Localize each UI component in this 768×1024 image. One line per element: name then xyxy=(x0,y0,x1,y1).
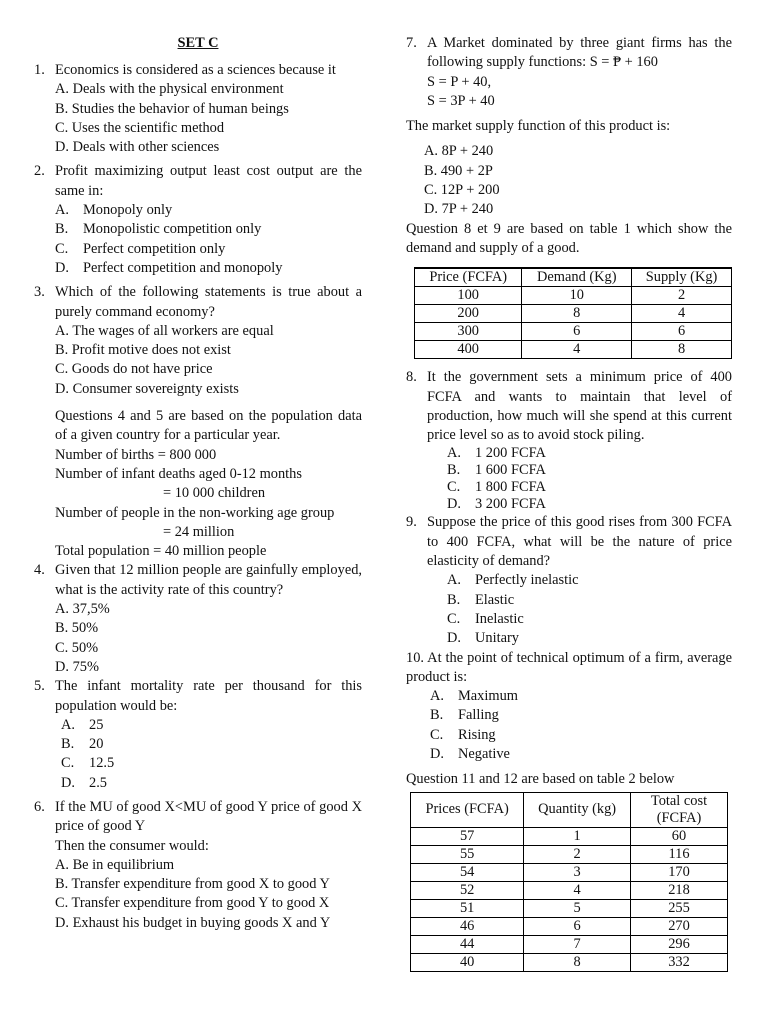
option-text: 1 800 FCFA xyxy=(475,479,546,496)
question-9-options xyxy=(427,571,732,648)
option-b xyxy=(55,735,362,754)
table-header-row xyxy=(411,792,728,827)
supply-function-3: S = 3P + 40 xyxy=(427,92,495,109)
question-text: If the MU of good X<MU of good Y price of good X price of good Y xyxy=(55,798,362,835)
option-letter: D. xyxy=(55,259,69,276)
question-text: 10. At the point of technical optimum of a firm, average product is: xyxy=(406,649,732,685)
question-number: 4. xyxy=(34,562,45,579)
option-d: D. 75% xyxy=(55,658,99,675)
supply-function-2: S = P + 40, xyxy=(427,73,492,90)
option-letter: D. xyxy=(61,774,75,791)
question-3 xyxy=(34,283,362,399)
table-row xyxy=(411,953,728,971)
table-cell: 170 xyxy=(631,863,728,881)
option-c xyxy=(55,240,362,259)
question-7-options xyxy=(406,142,732,219)
question-text: Suppose the price of this good rises from 300 FCFA to 400 FCFA, what will be the nature of price elasticity of demand? xyxy=(427,514,732,570)
option-text: 25 xyxy=(89,716,104,733)
table-cell: 54 xyxy=(411,863,524,881)
option-text: Monopolistic competition only xyxy=(83,221,262,238)
question-2 xyxy=(34,162,362,278)
question-number: 9. xyxy=(406,514,417,531)
question-number: 7. xyxy=(406,35,417,51)
table-header: Supply (Kg) xyxy=(632,268,732,287)
option-text: Perfectly inelastic xyxy=(475,572,579,589)
option-a xyxy=(55,716,362,735)
option-letter: C. xyxy=(430,726,444,743)
table-header: Quantity (kg) xyxy=(524,792,631,827)
question-number: 6. xyxy=(34,798,45,815)
option-c: C. 50% xyxy=(55,639,99,656)
table-row xyxy=(411,899,728,917)
table-cell: 8 xyxy=(522,305,632,323)
table-1-intro: Question 8 et 9 are based on table 1 which show the demand and supply of a good. xyxy=(406,220,732,256)
question-4 xyxy=(34,561,362,677)
question-text: Which of the following statements is true about a purely command economy? xyxy=(55,284,362,320)
option-letter: C. xyxy=(447,610,461,627)
option-letter: A. xyxy=(61,716,75,733)
table-2 xyxy=(410,792,728,972)
option-b xyxy=(55,220,362,239)
table-cell: 300 xyxy=(415,323,522,341)
table-row xyxy=(411,845,728,863)
option-letter: D. xyxy=(447,496,461,513)
table-cell: 4 xyxy=(632,305,732,323)
option-text: Maximum xyxy=(458,688,518,705)
non-working-line: Number of people in the non-working age group xyxy=(55,504,335,521)
table-cell: 55 xyxy=(411,845,524,863)
question-text: Profit maximizing output least cost output are the same in: xyxy=(55,163,362,199)
table-cell: 4 xyxy=(522,341,632,359)
question-8 xyxy=(406,368,732,513)
question-5 xyxy=(34,677,362,793)
option-d xyxy=(55,259,362,278)
option-letter: A. xyxy=(447,572,461,589)
table-row xyxy=(411,935,728,953)
table-row xyxy=(415,323,732,341)
table-cell: 6 xyxy=(524,917,631,935)
option-a xyxy=(447,445,732,462)
option-a xyxy=(447,571,732,590)
right-column xyxy=(406,34,732,972)
option-text: 20 xyxy=(89,736,104,753)
non-working-value: = 24 million xyxy=(163,523,235,540)
option-c xyxy=(447,610,732,629)
option-text: 1 600 FCFA xyxy=(475,462,546,479)
option-text: Perfect competition and monopoly xyxy=(83,259,283,276)
option-text: Negative xyxy=(458,746,510,763)
table-row xyxy=(411,863,728,881)
option-b: B. 490 + 2P xyxy=(424,162,493,179)
question-6 xyxy=(34,798,362,933)
table-cell: 1 xyxy=(524,827,631,845)
option-a: A. 8P + 240 xyxy=(424,143,494,160)
option-c: C. Transfer expenditure from good Y to good X xyxy=(55,895,330,912)
option-letter: A. xyxy=(447,445,461,462)
table-cell: 200 xyxy=(415,305,522,323)
infant-deaths-line: Number of infant deaths aged 0-12 months xyxy=(55,465,302,482)
table-cell: 10 xyxy=(522,287,632,305)
option-letter: B. xyxy=(55,221,69,238)
option-d xyxy=(447,496,732,513)
option-letter: B. xyxy=(447,462,461,479)
table-cell: 4 xyxy=(524,881,631,899)
option-b: B. Studies the behavior of human beings xyxy=(55,100,289,117)
question-number: 5. xyxy=(34,678,45,695)
option-d: D. 7P + 240 xyxy=(424,201,494,218)
table-header: Demand (Kg) xyxy=(522,268,632,287)
table-cell: 332 xyxy=(631,953,728,971)
question-number: 2. xyxy=(34,163,45,180)
question-9 xyxy=(406,513,732,648)
question-10-options xyxy=(406,687,732,764)
question-text: A Market dominated by three giant firms has the following supply functions: S = ₱ + 160 xyxy=(427,35,732,71)
option-letter: B. xyxy=(447,591,461,608)
option-d xyxy=(55,774,362,793)
option-letter: C. xyxy=(55,240,69,257)
question-7-stem: The market supply function of this product is: xyxy=(406,118,671,135)
option-d xyxy=(447,629,732,648)
option-d: D. Deals with other sciences xyxy=(55,139,220,156)
option-letter: B. xyxy=(61,736,75,753)
option-b xyxy=(447,591,732,610)
table-cell: 2 xyxy=(632,287,732,305)
table-cell: 116 xyxy=(631,845,728,863)
option-text: Inelastic xyxy=(475,610,524,627)
option-letter: D. xyxy=(430,746,444,763)
option-c: C. Goods do not have price xyxy=(55,361,213,378)
table-cell: 400 xyxy=(415,341,522,359)
option-text: 1 200 FCFA xyxy=(475,445,546,462)
table-row xyxy=(411,827,728,845)
question-number: 8. xyxy=(406,369,417,386)
table-row xyxy=(415,287,732,305)
table-1 xyxy=(414,267,732,359)
question-number: 1. xyxy=(34,62,45,78)
option-text: Monopoly only xyxy=(83,202,173,219)
table-cell: 60 xyxy=(631,827,728,845)
table-cell: 218 xyxy=(631,881,728,899)
infant-deaths-value: = 10 000 children xyxy=(163,485,266,502)
option-c: C. Uses the scientific method xyxy=(55,119,225,136)
question-stem: Then the consumer would: xyxy=(55,837,209,854)
option-a xyxy=(430,687,732,706)
table-cell: 8 xyxy=(524,953,631,971)
table-cell: 44 xyxy=(411,935,524,953)
option-d xyxy=(430,745,732,764)
option-text: 2.5 xyxy=(89,774,107,791)
table-cell: 2 xyxy=(524,845,631,863)
table-cell: 40 xyxy=(411,953,524,971)
option-c xyxy=(55,754,362,773)
option-letter: C. xyxy=(447,479,461,496)
option-b xyxy=(430,706,732,725)
table-cell: 7 xyxy=(524,935,631,953)
option-letter: A. xyxy=(430,688,444,705)
option-b: B. Profit motive does not exist xyxy=(55,342,231,359)
option-c xyxy=(447,479,732,496)
option-a: A. Be in equilibrium xyxy=(55,856,175,873)
option-letter: B. xyxy=(430,707,444,724)
question-8-options xyxy=(427,445,732,513)
option-b xyxy=(447,462,732,479)
total-population-line: Total population = 40 million people xyxy=(55,543,267,560)
table-cell: 51 xyxy=(411,899,524,917)
option-a: A. Deals with the physical environment xyxy=(55,81,284,98)
option-text: Perfect competition only xyxy=(83,240,226,257)
option-text: Elastic xyxy=(475,591,515,608)
question-7 xyxy=(406,34,732,111)
table-cell: 3 xyxy=(524,863,631,881)
option-text: 3 200 FCFA xyxy=(475,496,546,513)
table-cell: 5 xyxy=(524,899,631,917)
option-letter: A. xyxy=(55,202,69,219)
table-row xyxy=(415,341,732,359)
table-row xyxy=(411,881,728,899)
table-2-intro: Question 11 and 12 are based on table 2 below xyxy=(406,771,675,788)
table-cell: 270 xyxy=(631,917,728,935)
table-header: Price (FCFA) xyxy=(415,268,522,287)
table-cell: 57 xyxy=(411,827,524,845)
table-cell: 6 xyxy=(522,323,632,341)
option-letter: C. xyxy=(61,755,75,772)
table-cell: 52 xyxy=(411,881,524,899)
question-number: 3. xyxy=(34,284,45,301)
table-row xyxy=(411,917,728,935)
option-b: B. 50% xyxy=(55,620,99,637)
option-letter: D. xyxy=(447,630,461,647)
population-data-intro xyxy=(34,407,362,561)
option-text: Rising xyxy=(458,726,496,743)
option-text: Unitary xyxy=(475,630,519,647)
option-a xyxy=(55,201,362,220)
left-column xyxy=(34,34,362,933)
option-d: D. Exhaust his budget in buying goods X and Y xyxy=(55,914,331,931)
option-text: Falling xyxy=(458,707,499,724)
question-10 xyxy=(406,649,732,765)
question-text: Economics is considered as a sciences because it xyxy=(55,62,336,78)
option-c: C. 12P + 200 xyxy=(424,182,500,199)
option-d: D. Consumer sovereignty exists xyxy=(55,380,239,397)
option-b: B. Transfer expenditure from good X to good Y xyxy=(55,876,330,893)
table-cell: 46 xyxy=(411,917,524,935)
table-header: Total cost (FCFA) xyxy=(631,792,728,827)
option-text: 12.5 xyxy=(89,755,115,772)
table-header: Prices (FCFA) xyxy=(411,792,524,827)
table-cell: 255 xyxy=(631,899,728,917)
births-line: Number of births = 800 000 xyxy=(55,446,217,463)
table-cell: 296 xyxy=(631,935,728,953)
table-cell: 6 xyxy=(632,323,732,341)
intro-paragraph: Questions 4 and 5 are based on the population data of a given country for a particular year. xyxy=(55,408,362,444)
question-text: It the government sets a minimum price of 400 FCFA and wants to maintain that level of production, how much will she spend at this current price level so as to avoid stock piling. xyxy=(427,369,732,444)
option-a: A. 37,5% xyxy=(55,601,110,618)
option-a: A. The wages of all workers are equal xyxy=(55,322,274,339)
question-1 xyxy=(34,61,362,157)
table-header-row xyxy=(415,268,732,287)
table-cell: 100 xyxy=(415,287,522,305)
question-text: Given that 12 million people are gainfully employed, what is the activity rate of this country? xyxy=(55,562,362,598)
option-c xyxy=(430,726,732,745)
table-cell: 8 xyxy=(632,341,732,359)
page-title: SET C xyxy=(177,35,219,51)
question-text: The infant mortality rate per thousand for this population would be: xyxy=(55,678,362,714)
table-row xyxy=(415,305,732,323)
